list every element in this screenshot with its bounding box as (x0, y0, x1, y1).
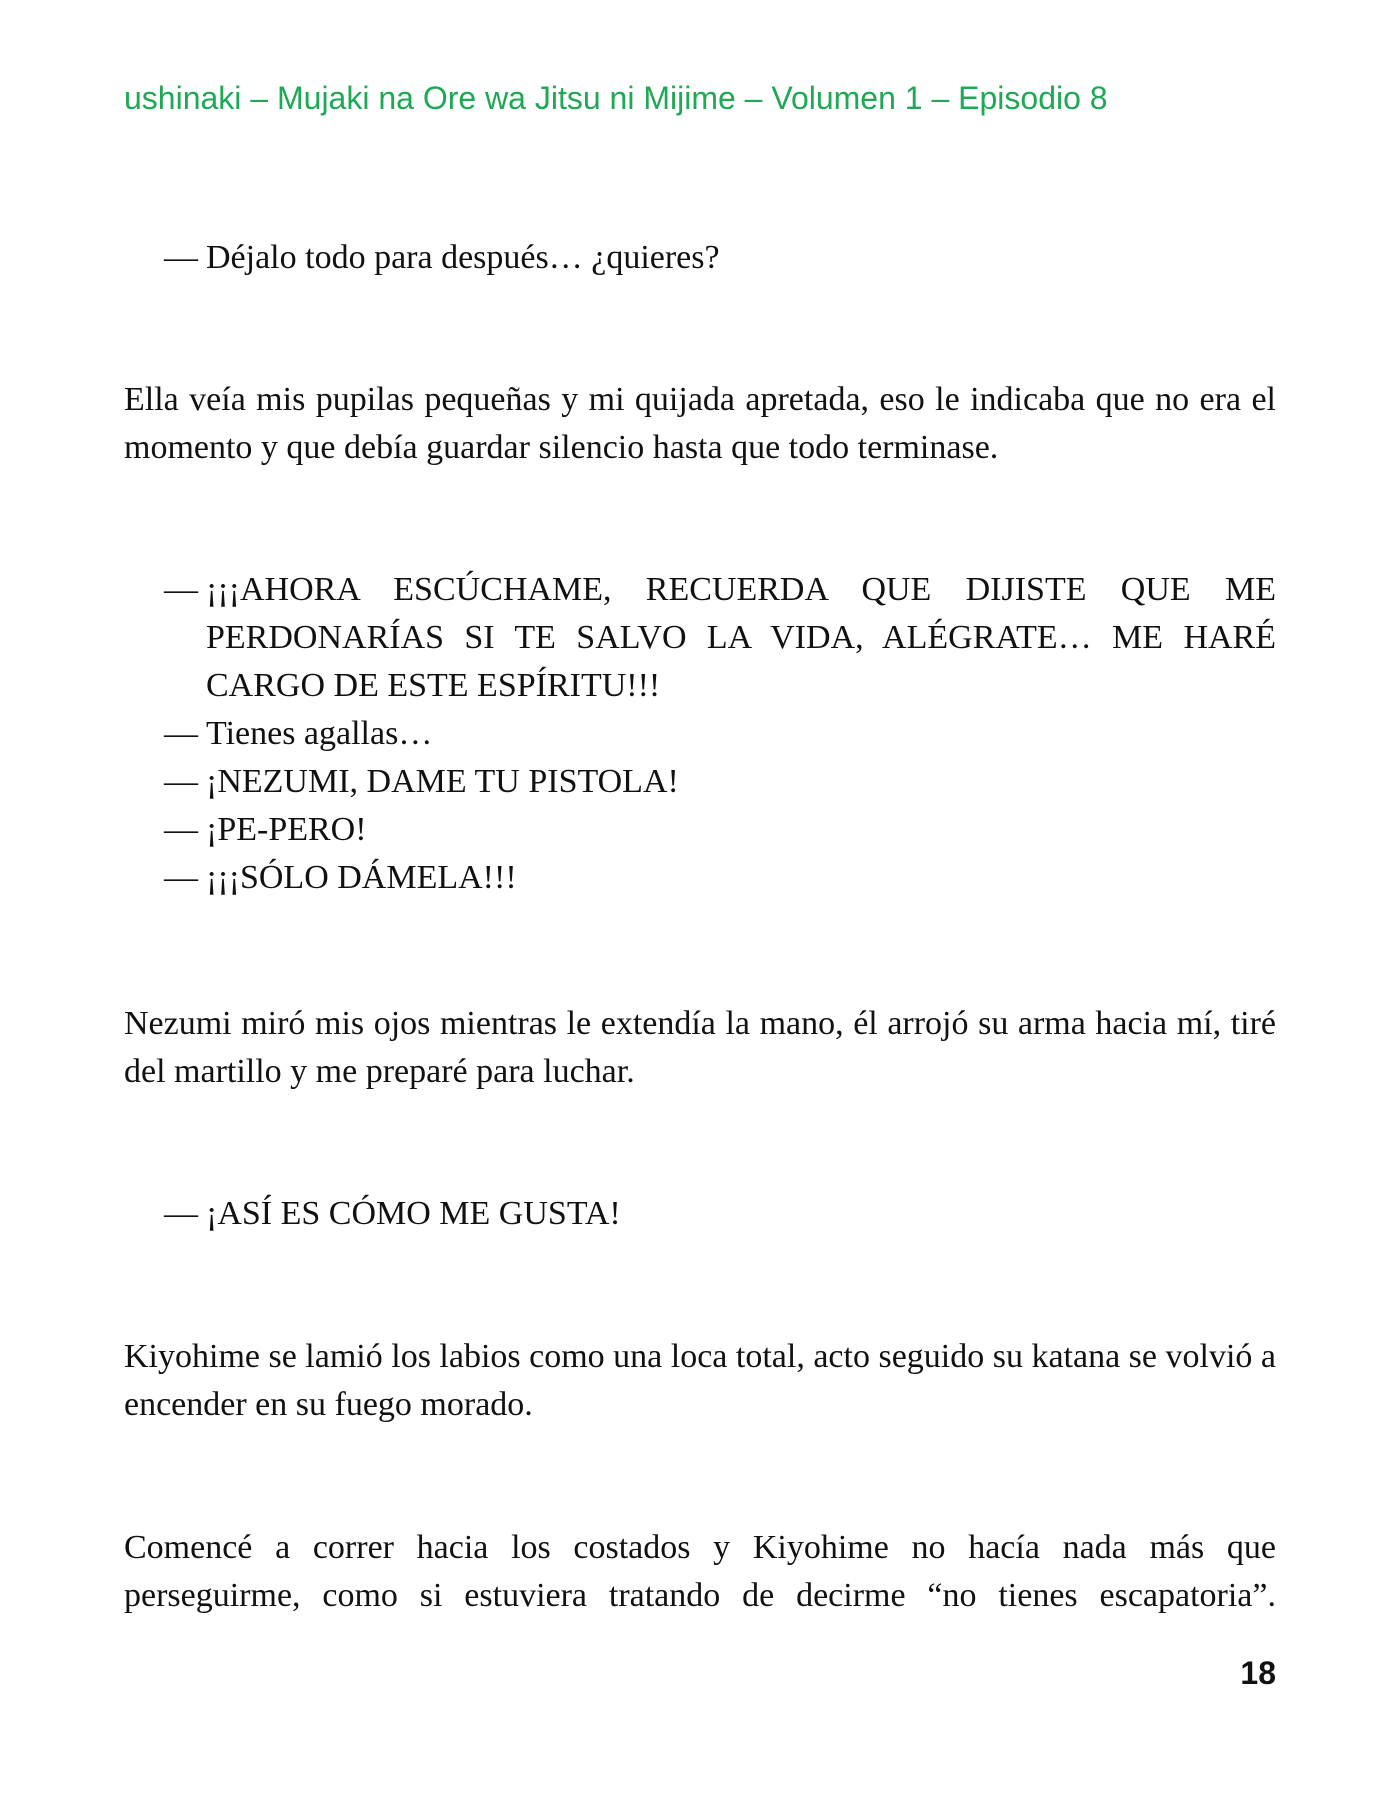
paragraph-text: Kiyohime se lamió los labios como una loca total, acto seguido su katana se volvió a encender en su fuego morado. (124, 1338, 1276, 1423)
dialogue-dash: — (164, 1195, 198, 1232)
dialogue-text: ¡PE-PERO! (206, 811, 367, 848)
dialogue-line (124, 710, 1276, 758)
dialogue-line (124, 806, 1276, 854)
paragraph-text: Nezumi miró mis ojos mientras le extendía la mano, él arrojó su arma hacia mí, tiré del martillo y me preparé para luchar. (124, 1005, 1276, 1090)
dialogue-line (124, 758, 1276, 806)
paragraph-3 (124, 1333, 1276, 1429)
paragraph-text: Ella veía mis pupilas pequeñas y mi quijada apretada, eso le indicaba que no era el momento y que debía guardar silencio hasta que todo terminase. (124, 381, 1276, 466)
dialogue-text: ¡ASÍ ES CÓMO ME GUSTA! (206, 1195, 621, 1232)
dialogue-text: Tienes agallas… (206, 715, 433, 752)
paragraph-2 (124, 1000, 1276, 1096)
paragraph-text: Comencé a correr hacia los costados y Kiyohime no hacía nada más que perseguirme, como si estuviera tratando de decirme “no tienes escapatoria”. (124, 1529, 1276, 1614)
dialogue-line-2 (124, 1190, 1276, 1238)
dialogue-line-1 (124, 234, 1276, 282)
paragraph-1 (124, 376, 1276, 472)
dialogue-dash: — (164, 811, 198, 848)
page-number: 18 (1240, 1655, 1276, 1691)
dialogue-text: ¡¡¡SÓLO DÁMELA!!! (206, 859, 517, 896)
dialogue-text: ¡NEZUMI, DAME TU PISTOLA! (206, 763, 679, 800)
running-header: ushinaki – Mujaki na Ore wa Jitsu ni Mijime – Volumen 1 – Episodio 8 (124, 80, 1108, 116)
paragraph-4 (124, 1524, 1276, 1620)
dialogue-dash: — (164, 763, 198, 800)
dialogue-group (124, 566, 1276, 902)
dialogue-dash: — (164, 715, 198, 752)
dialogue-dash: — (164, 859, 198, 896)
dialogue-dash: — (164, 571, 198, 608)
dialogue-line (124, 566, 1276, 710)
dialogue-dash: — (164, 239, 198, 276)
dialogue-text: Déjalo todo para después… ¿quieres? (206, 239, 720, 276)
dialogue-text: ¡¡¡AHORA ESCÚCHAME, RECUERDA QUE DIJISTE QUE ME PERDONARÍAS SI TE SALVO LA VIDA, ALÉGRATE… ME HARÉ CARGO DE ESTE ESPÍRITU!!! (206, 571, 1276, 704)
dialogue-line (124, 854, 1276, 902)
